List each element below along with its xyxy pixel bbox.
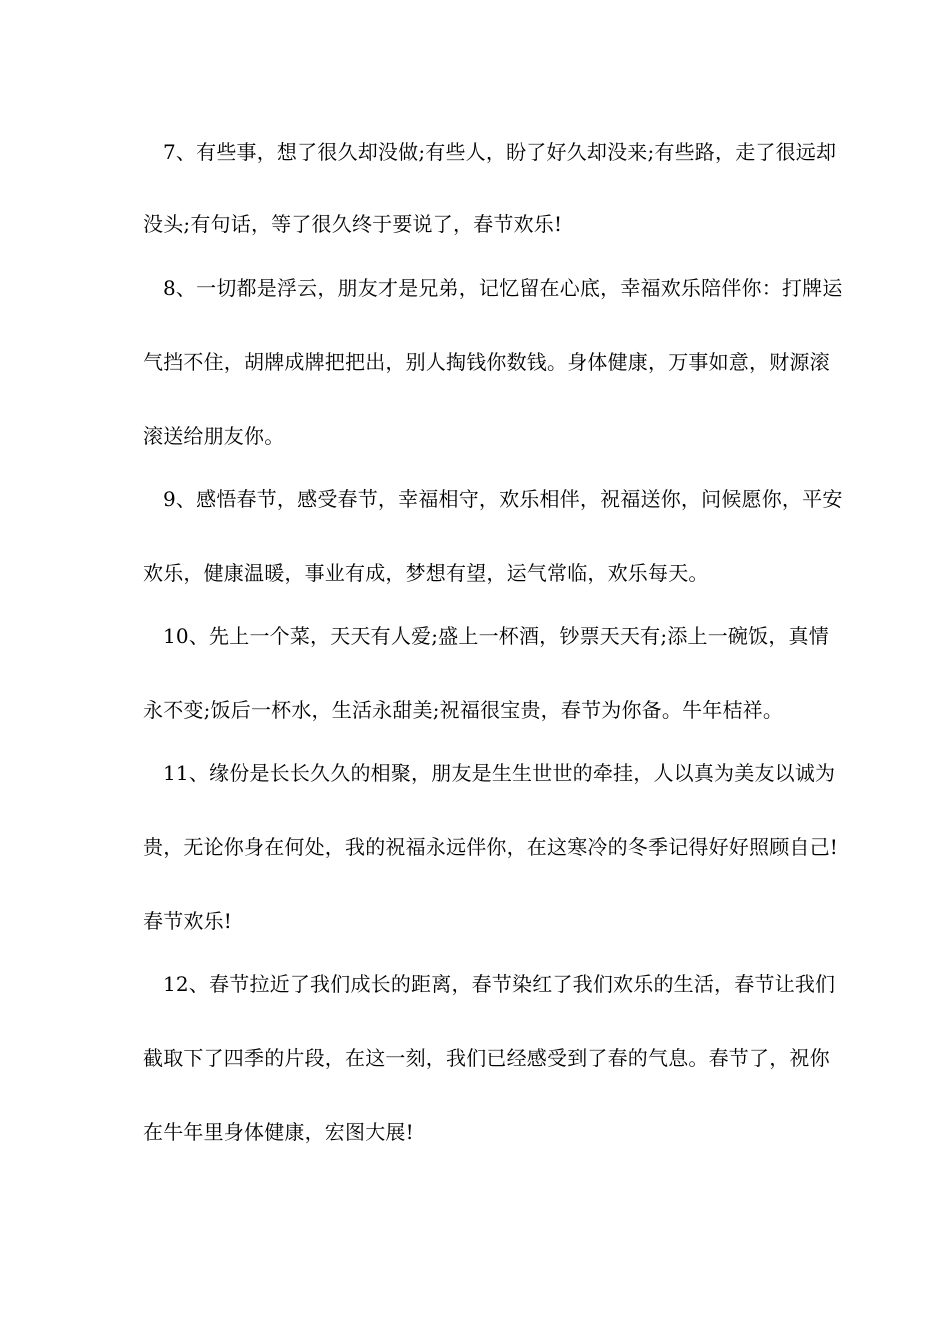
paragraph-9-line-1: 9、感悟春节，感受春节，幸福相守，欢乐相伴，祝福送你，问候愿你，平安	[163, 487, 843, 511]
paragraph-8-line-1: 8、一切都是浮云，朋友才是兄弟，记忆留在心底，幸福欢乐陪伴你：打牌运	[163, 276, 843, 300]
paragraph-11-line-1: 11、缘份是长长久久的相聚，朋友是生生世世的牵挂，人以真为美友以诚为	[163, 761, 836, 785]
paragraph-10-line-1: 10、先上一个菜，天天有人爱;盛上一杯酒，钞票天天有;添上一碗饭，真情	[163, 624, 829, 648]
paragraph-11-line-2: 贵，无论你身在何处，我的祝福永远伴你，在这寒冷的冬季记得好好照顾自己!	[143, 835, 839, 859]
paragraph-11-line-3: 春节欢乐!	[143, 909, 233, 933]
paragraph-12-line-3: 在牛年里身体健康，宏图大展!	[143, 1120, 414, 1144]
paragraph-10-line-2: 永不变;饭后一杯水，生活永甜美;祝福很宝贵，春节为你备。牛年桔祥。	[143, 698, 784, 722]
paragraph-8-line-3: 滚送给朋友你。	[143, 424, 285, 448]
paragraph-9-line-2: 欢乐，健康温暖，事业有成，梦想有望，运气常临，欢乐每天。	[143, 561, 709, 585]
paragraph-12-line-1: 12、春节拉近了我们成长的距离，春节染红了我们欢乐的生活，春节让我们	[163, 972, 836, 996]
paragraph-8-line-2: 气挡不住，胡牌成牌把把出，别人掏钱你数钱。身体健康，万事如意，财源滚	[143, 350, 830, 374]
paragraph-12-line-2: 截取下了四季的片段，在这一刻，我们已经感受到了春的气息。春节了，祝你	[143, 1046, 830, 1070]
paragraph-7-line-2: 没头;有句话，等了很久终于要说了，春节欢乐!	[143, 212, 563, 236]
paragraph-7-line-1: 7、有些事，想了很久却没做;有些人，盼了好久却没来;有些路，走了很远却	[163, 140, 837, 164]
